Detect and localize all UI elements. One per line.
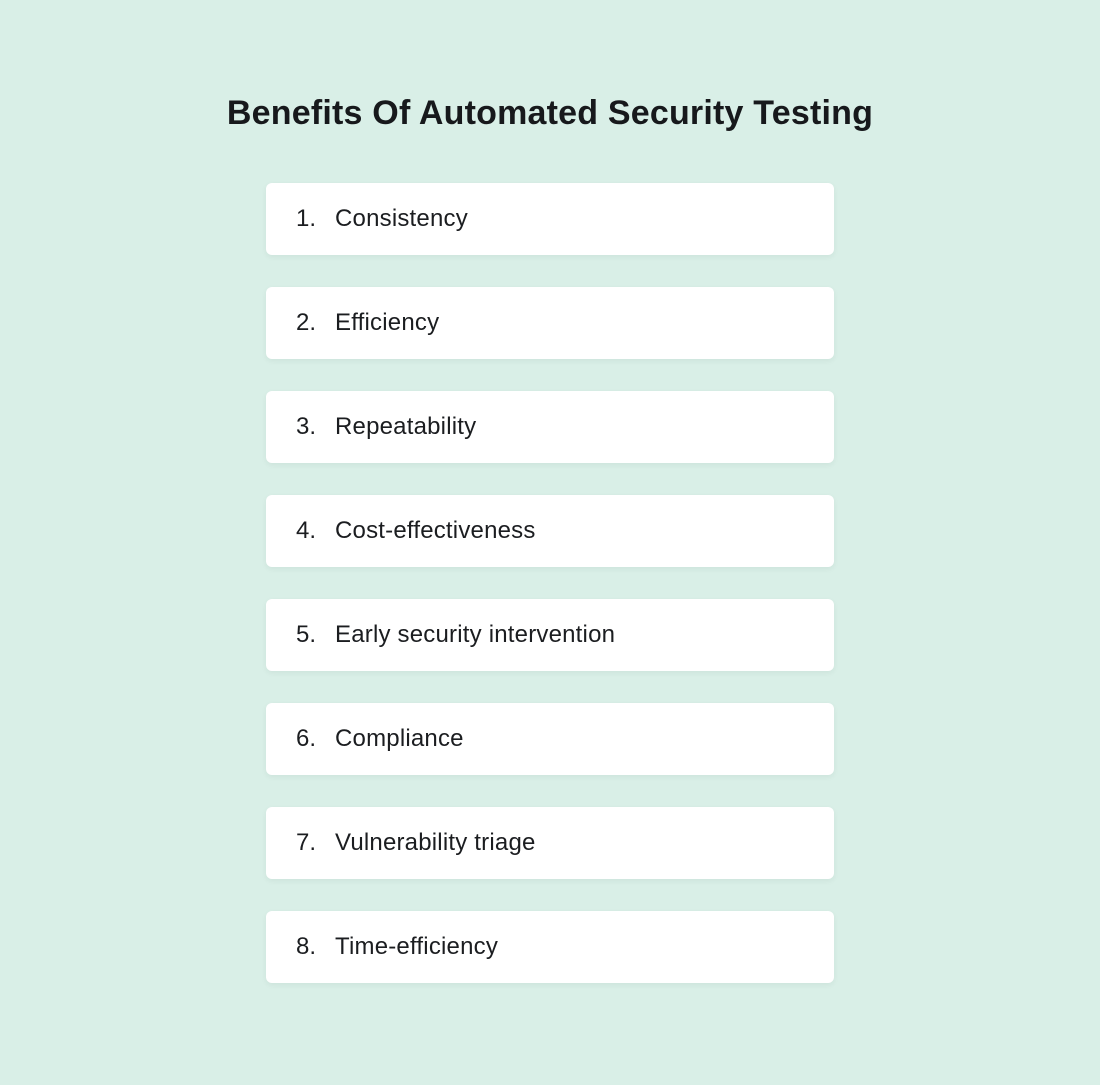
benefit-card xyxy=(266,391,834,463)
benefit-number: 5. xyxy=(296,621,317,648)
benefit-number: 4. xyxy=(296,517,317,544)
benefit-card xyxy=(266,183,834,255)
benefit-label: Consistency xyxy=(335,205,468,232)
benefit-number: 8. xyxy=(296,933,317,960)
benefit-card xyxy=(266,599,834,671)
benefit-label: Compliance xyxy=(335,725,464,752)
benefit-label: Early security intervention xyxy=(335,621,616,648)
benefits-list xyxy=(266,183,834,983)
benefit-label: Repeatability xyxy=(335,413,477,440)
benefit-number: 7. xyxy=(296,829,317,856)
benefit-number: 1. xyxy=(296,205,317,232)
page-title: Benefits Of Automated Security Testing xyxy=(226,94,874,132)
benefit-number: 3. xyxy=(296,413,317,440)
benefit-card xyxy=(266,703,834,775)
benefit-number: 2. xyxy=(296,309,317,336)
benefit-card xyxy=(266,287,834,359)
benefit-card xyxy=(266,807,834,879)
benefit-card xyxy=(266,911,834,983)
benefit-label: Cost-effectiveness xyxy=(335,517,536,544)
benefit-label: Time-efficiency xyxy=(335,933,499,960)
benefit-number: 6. xyxy=(296,725,317,752)
benefit-label: Efficiency xyxy=(335,309,440,336)
benefit-card xyxy=(266,495,834,567)
benefit-label: Vulnerability triage xyxy=(335,829,536,856)
